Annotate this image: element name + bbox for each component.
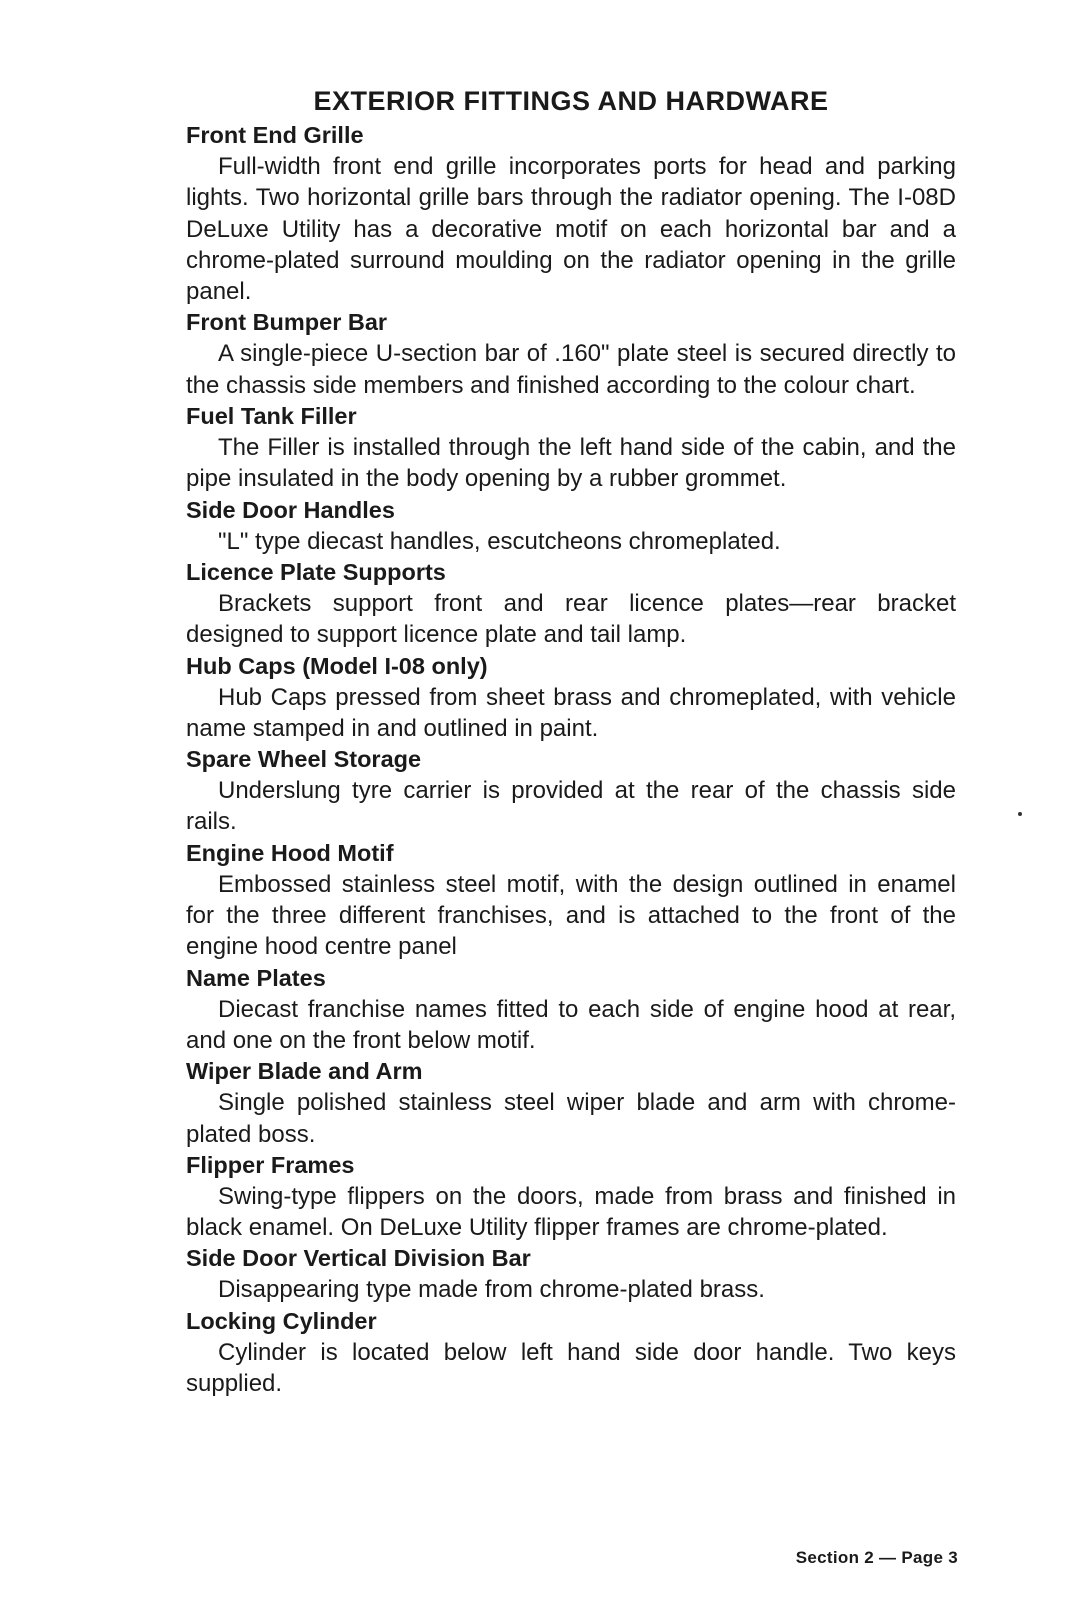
section-heading: Side Door Handles bbox=[186, 496, 395, 523]
section-heading: Engine Hood Motif bbox=[186, 839, 394, 866]
scan-speck bbox=[1018, 812, 1022, 816]
section-engine-hood-motif bbox=[186, 838, 956, 963]
section-side-door-handles bbox=[186, 495, 956, 557]
section-heading: Hub Caps (Model I-08 only) bbox=[186, 652, 488, 679]
section-flipper-frames bbox=[186, 1150, 956, 1244]
section-front-bumper-bar bbox=[186, 307, 956, 401]
section-heading: Spare Wheel Storage bbox=[186, 746, 422, 773]
section-body: Disappearing type made from chrome-plated brass. bbox=[218, 1276, 765, 1304]
section-heading: Side Door Vertical Division Bar bbox=[186, 1245, 531, 1272]
section-body: Diecast franchise names fitted to each side of engine hood at rear, and one on the front below motif. bbox=[186, 995, 956, 1054]
section-licence-plate-supports bbox=[186, 557, 956, 651]
section-body: Brackets support front and rear licence plates—rear bracket designed to support licence plate and tail lamp. bbox=[186, 589, 956, 649]
section-heading: Locking Cylinder bbox=[186, 1307, 377, 1334]
section-wiper-blade-and-arm bbox=[186, 1056, 956, 1150]
section-body: Hub Caps pressed from sheet brass and chromeplated, with vehicle name stamped in and outlined in paint. bbox=[186, 683, 956, 742]
section-heading: Name Plates bbox=[186, 964, 326, 991]
section-body: Cylinder is located below left hand side door handle. Two keys supplied. bbox=[186, 1338, 956, 1398]
section-hub-caps bbox=[186, 651, 956, 745]
section-heading: Wiper Blade and Arm bbox=[186, 1058, 423, 1085]
section-heading: Flipper Frames bbox=[186, 1151, 355, 1178]
section-body: "L" type diecast handles, escutcheons chromeplated. bbox=[218, 527, 781, 555]
section-heading: Fuel Tank Filler bbox=[186, 403, 357, 430]
section-body: Swing-type flippers on the doors, made from brass and finished in black enamel. On DeLuxe Utility flipper frames are chrome-plated. bbox=[186, 1182, 956, 1242]
section-locking-cylinder bbox=[186, 1306, 956, 1400]
page-title: EXTERIOR FITTINGS AND HARDWARE bbox=[313, 86, 829, 116]
section-front-end-grille bbox=[186, 120, 956, 307]
section-body: Underslung tyre carrier is provided at the rear of the chassis side rails. bbox=[186, 777, 956, 836]
section-body: Full-width front end grille incorporates ports for head and parking lights. Two horizontal grille bars through the radiator opening. The I-08D DeLuxe Utility has a decorative motif on each horizontal bar and a chrome-plated surround moulding on the radiator opening in the grille panel. bbox=[186, 153, 956, 306]
section-name-plates bbox=[186, 963, 956, 1057]
section-body: The Filler is installed through the left hand side of the cabin, and the pipe insulated in the body opening by a rubber grommet. bbox=[186, 434, 956, 493]
page-footer: Section 2 — Page 3 bbox=[795, 1548, 958, 1567]
section-side-door-vertical-division-bar bbox=[186, 1243, 956, 1305]
document-page bbox=[186, 84, 956, 1399]
section-body: Single polished stainless steel wiper blade and arm with chrome-plated boss. bbox=[186, 1089, 956, 1148]
section-body: A single-piece U-section bar of .160" plate steel is secured directly to the chassis side members and finished according to the colour chart. bbox=[186, 340, 956, 399]
section-spare-wheel-storage bbox=[186, 744, 956, 838]
section-body: Embossed stainless steel motif, with the design outlined in enamel for the three different franchises, and is attached to the front of the engine hood centre panel bbox=[186, 870, 956, 961]
section-heading: Front Bumper Bar bbox=[186, 309, 388, 336]
section-fuel-tank-filler bbox=[186, 401, 956, 495]
section-heading: Front End Grille bbox=[186, 122, 364, 148]
section-heading: Licence Plate Supports bbox=[186, 558, 446, 585]
